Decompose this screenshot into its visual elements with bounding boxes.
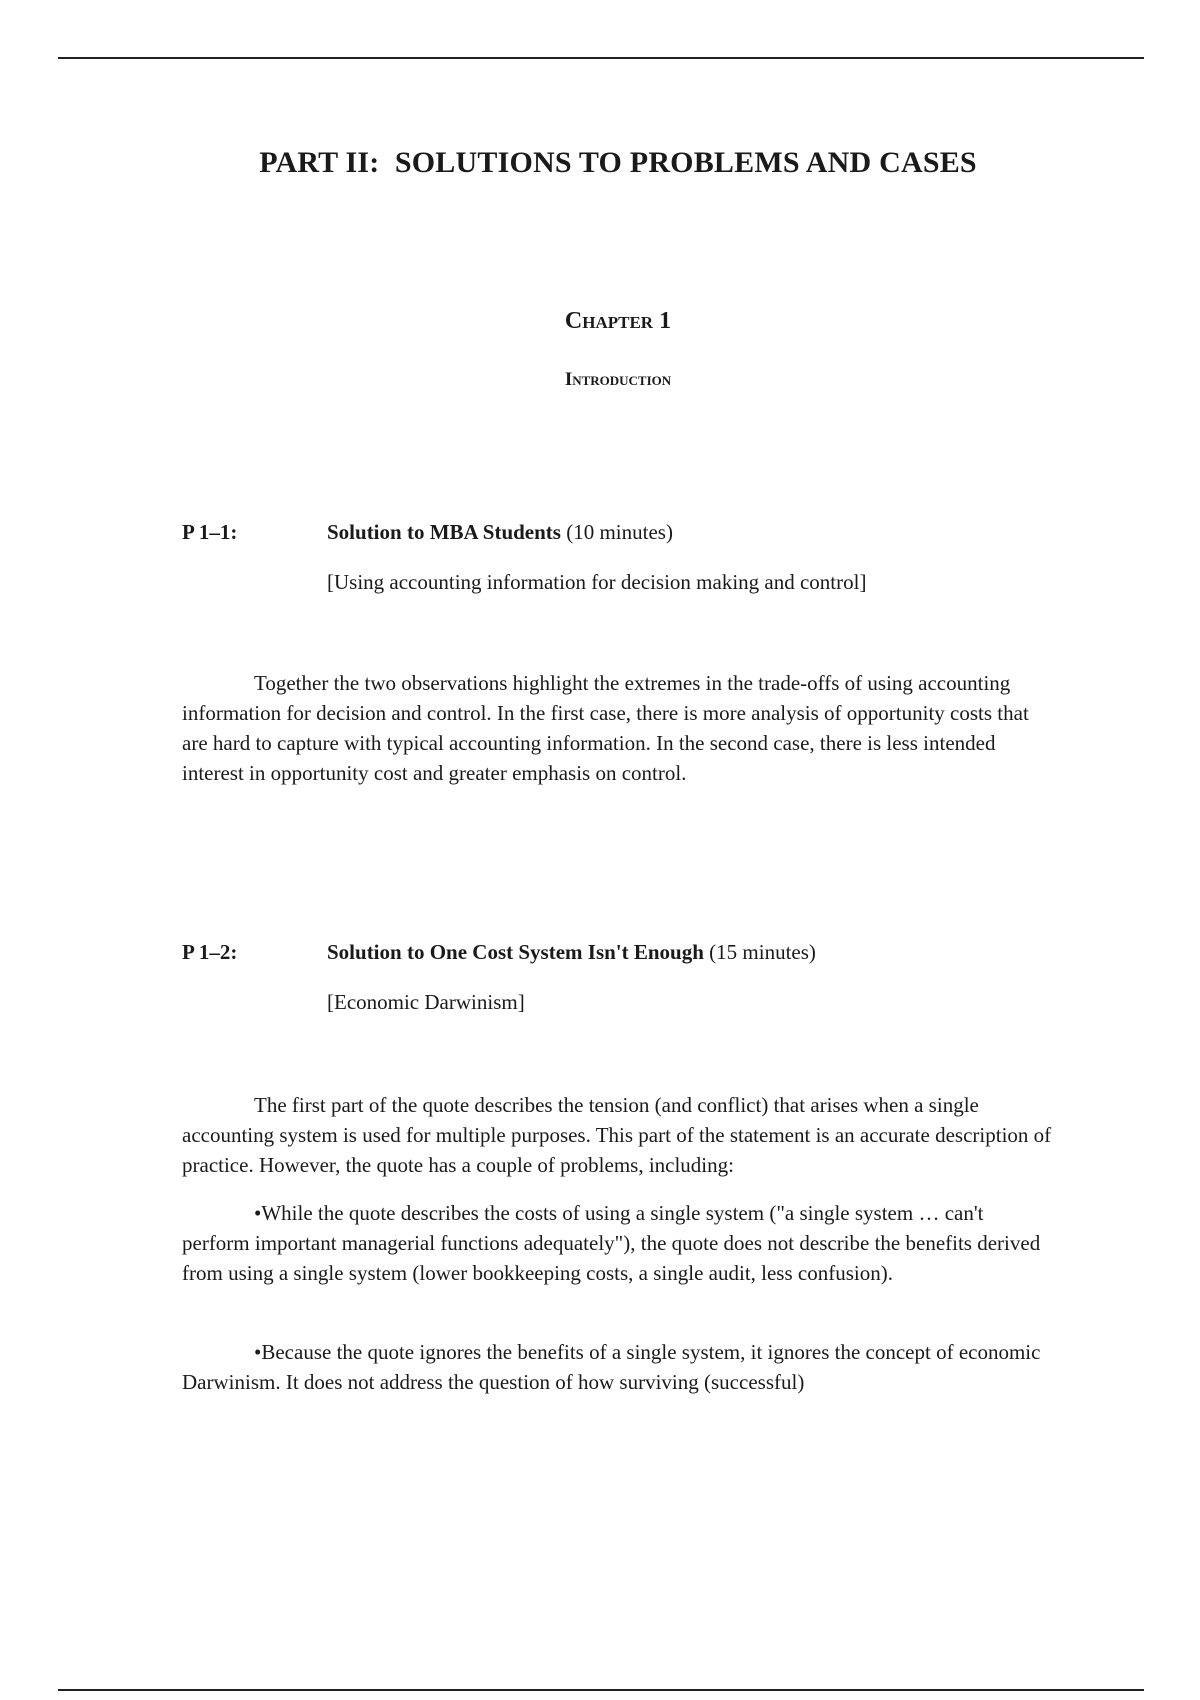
chapter-subtitle: Introduction — [564, 369, 672, 390]
part-title: PART II: SOLUTIONS TO PROBLEMS AND CASES — [259, 146, 977, 179]
solution-paragraph: The first part of the quote describes the tension (and conflict) that arises when a single accounting system is used for multiple purposes. This part of the statement is an accurate description of practice. However, the quote has a couple of problems, including: — [182, 1093, 1052, 1177]
problem-number: P 1–1: — [182, 520, 238, 544]
problem-number: P 1–2: — [182, 940, 238, 964]
chapter-title: Chapter 1 — [564, 308, 672, 334]
solution-paragraph: Together the two observations highlight the extremes in the trade-offs of using accounting information for decision and control. In the first case, there is more analysis of opportunity costs that are hard to capture with typical accounting information. In the second case, there is less intended interest in opportunity cost and greater emphasis on control. — [182, 671, 1029, 785]
problem-title: Solution to One Cost System Isn't Enough — [327, 940, 704, 964]
problem-title-line — [327, 940, 816, 965]
bullet-paragraph: •While the quote describes the costs of using a single system ("a single system … can't perform important managerial functions adequately"), the quote does not describe the benefits derived from using a single system (lower bookkeeping costs, a single audit, less confusion). — [182, 1201, 1041, 1285]
problem-time: (15 minutes) — [709, 940, 816, 964]
bottom-rule — [58, 1689, 1144, 1691]
bullet-paragraph: •Because the quote ignores the benefits of a single system, it ignores the concept of economic Darwinism. It does not address the question of how surviving (successful) — [182, 1340, 1041, 1394]
problem-title: Solution to MBA Students — [327, 520, 561, 544]
problem-topic-tag: [Using accounting information for decision making and control] — [327, 570, 867, 594]
problem-title-line — [327, 520, 673, 545]
problem-time: (10 minutes) — [566, 520, 673, 544]
problem-topic-tag: [Economic Darwinism] — [327, 990, 525, 1014]
top-rule — [58, 57, 1144, 59]
